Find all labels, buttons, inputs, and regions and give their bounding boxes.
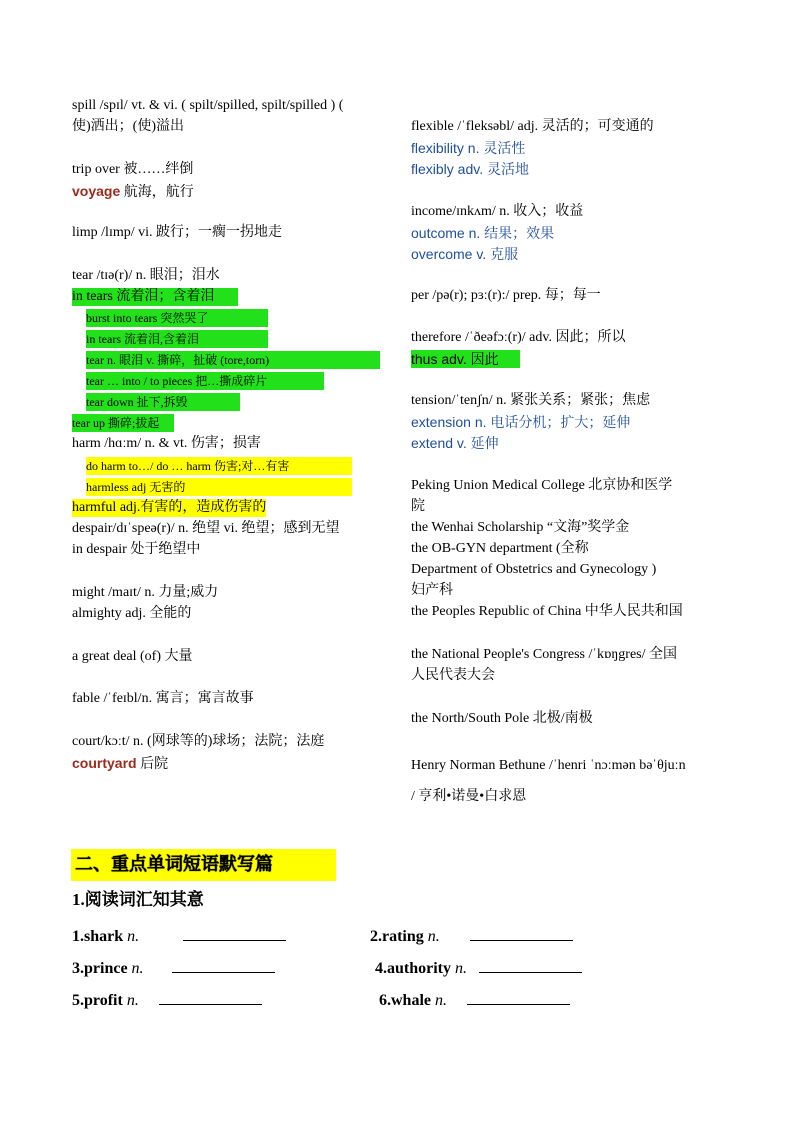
entry-therefore: therefore /ˈðeəfɔː(r)/ adv. 因此；所以 bbox=[411, 330, 626, 345]
question-label: 5.profit bbox=[72, 992, 123, 1009]
entry-fable: fable /ˈfeɪbl/n. 寓言；寓言故事 bbox=[72, 691, 254, 706]
entry-income: income/ɪnkʌm/ n. 收入；收益 bbox=[411, 204, 584, 219]
question-pos: n. bbox=[455, 960, 467, 977]
answer-blank[interactable] bbox=[467, 990, 570, 1005]
entry-court: court/kɔːt/ n. (网球等的)球场；法院；法庭 bbox=[72, 734, 325, 749]
question-pos: n. bbox=[435, 992, 447, 1009]
entry-tension: tension/ˈtenʃn/ n. 紧张关系；紧张；焦虑 bbox=[411, 393, 651, 408]
answer-blank[interactable] bbox=[470, 926, 573, 941]
phrase-in-tears: in tears 流着泪；含着泪 bbox=[72, 288, 238, 306]
question-label: 2.rating bbox=[370, 928, 424, 945]
question-profit bbox=[72, 990, 262, 1011]
entry-wenhai: the Wenhai Scholarship “文海”奖学金 bbox=[411, 520, 630, 535]
question-pos: n. bbox=[127, 928, 140, 945]
question-pos: n. bbox=[131, 960, 144, 977]
entry-almighty: almighty adj. 全能的 bbox=[72, 606, 192, 621]
entry-overcome: overcome v. 克服 bbox=[411, 246, 519, 262]
phrase-burst-into-tears: burst into tears 突然哭了 bbox=[86, 309, 268, 327]
entry-voyage bbox=[72, 182, 194, 202]
entry-thus: thus adv. 因此 bbox=[411, 350, 520, 368]
entry-despair: despair/dɪˈspeə(r)/ n. 绝望 vi. 绝望；感到无望 bbox=[72, 521, 340, 536]
courtyard-def: 后院 bbox=[136, 757, 169, 772]
entry-per: per /pə(r); pɜː(r):/ prep. 每；每一 bbox=[411, 288, 601, 303]
entry-obgyn-line2: Department of Obstetrics and Gynecology ) bbox=[411, 562, 657, 577]
entry-flexible: flexible /ˈfleksəbl/ adj. 灵活的；可变通的 bbox=[411, 119, 654, 134]
answer-blank[interactable] bbox=[479, 958, 582, 973]
question-shark bbox=[72, 926, 286, 947]
answer-blank[interactable] bbox=[159, 990, 262, 1005]
voyage-def: 航海，航行 bbox=[120, 185, 194, 200]
section-subtitle: 1.阅读词汇知其意 bbox=[72, 890, 204, 909]
phrase-tear-verb: tear n. 眼泪 v. 撕碎，扯破 (tore,torn) bbox=[86, 351, 380, 369]
phrase-tear-into-pieces: tear … into / to pieces 把…撕成碎片 bbox=[86, 372, 324, 390]
phrase-in-despair: in despair 处于绝望中 bbox=[72, 542, 201, 557]
phrase-tear-down: tear down 扯下,拆毁 bbox=[86, 393, 240, 411]
question-label: 6.whale bbox=[379, 992, 431, 1009]
question-pos: n. bbox=[427, 928, 440, 945]
entry-extension: extension n. 电话分机；扩大；延伸 bbox=[411, 414, 631, 430]
phrase-tear-up: tear up 撕碎;拔起 bbox=[72, 414, 174, 432]
entry-tear: tear /tɪə(r)/ n. 眼泪；泪水 bbox=[72, 268, 220, 283]
phrase-harmful: harmful adj.有害的，造成伤害的 bbox=[72, 500, 267, 515]
entry-npc-line2: 人民代表大会 bbox=[411, 668, 495, 683]
entry-prc: the Peoples Republic of China 中华人民共和国 bbox=[411, 604, 683, 619]
entry-flexibly: flexibly adv. 灵活地 bbox=[411, 161, 529, 177]
question-prince bbox=[72, 958, 275, 979]
entry-obgyn-line3: 妇产科 bbox=[411, 583, 453, 598]
entry-limp: limp /lɪmp/ vi. 跛行；一瘸一拐地走 bbox=[72, 225, 283, 240]
question-whale bbox=[379, 990, 570, 1011]
answer-blank[interactable] bbox=[172, 958, 275, 973]
section-title: 二、重点单词短语默写篇 bbox=[71, 849, 336, 881]
entry-obgyn-line1: the OB-GYN department (全称 bbox=[411, 541, 589, 556]
entry-great-deal: a great deal (of) 大量 bbox=[72, 649, 193, 664]
entry-npc-line1: the National People's Congress /ˈkɒŋgres/ 全国 bbox=[411, 647, 678, 662]
entry-pumc-line1: Peking Union Medical College 北京协和医学 bbox=[411, 478, 673, 493]
entry-courtyard bbox=[72, 754, 168, 774]
entry-trip-over: trip over 被……绊倒 bbox=[72, 162, 194, 177]
entry-bethune-line2: / 亨利•诺曼•白求恩 bbox=[411, 789, 527, 804]
entry-pumc-line2: 院 bbox=[411, 499, 425, 514]
entry-spill-line2: 使)洒出；(使)溢出 bbox=[72, 119, 184, 134]
entry-harm: harm /hɑːm/ n. & vt. 伤害；损害 bbox=[72, 436, 261, 451]
question-label: 1.shark bbox=[72, 928, 124, 945]
question-pos: n. bbox=[126, 992, 139, 1009]
entry-might: might /maɪt/ n. 力量;威力 bbox=[72, 585, 219, 600]
entry-spill-line1: spill /spɪl/ vt. & vi. ( spilt/spilled, spilt/spilled ) ( bbox=[72, 98, 344, 113]
question-label: 4.authority bbox=[375, 960, 451, 977]
entry-flexibility: flexibility n. 灵活性 bbox=[411, 140, 526, 156]
voyage-word: voyage bbox=[72, 183, 121, 199]
question-label: 3.prince bbox=[72, 960, 128, 977]
question-authority bbox=[375, 958, 582, 979]
entry-outcome: outcome n. 结果；效果 bbox=[411, 225, 555, 241]
entry-bethune-line1: Henry Norman Bethune /ˈhenri ˈnɔːmən bəˈθjuːn bbox=[411, 758, 686, 773]
phrase-in-tears-2: in tears 流着泪,含着泪 bbox=[86, 330, 268, 348]
answer-blank[interactable] bbox=[183, 926, 286, 941]
entry-poles: the North/South Pole 北极/南极 bbox=[411, 711, 593, 726]
courtyard-word: courtyard bbox=[72, 755, 137, 771]
question-rating bbox=[370, 926, 573, 947]
phrase-harmless: harmless adj 无害的 bbox=[86, 478, 352, 496]
entry-extend: extend v. 延伸 bbox=[411, 435, 499, 451]
phrase-do-harm: do harm to…/ do … harm 伤害;对…有害 bbox=[86, 457, 352, 475]
